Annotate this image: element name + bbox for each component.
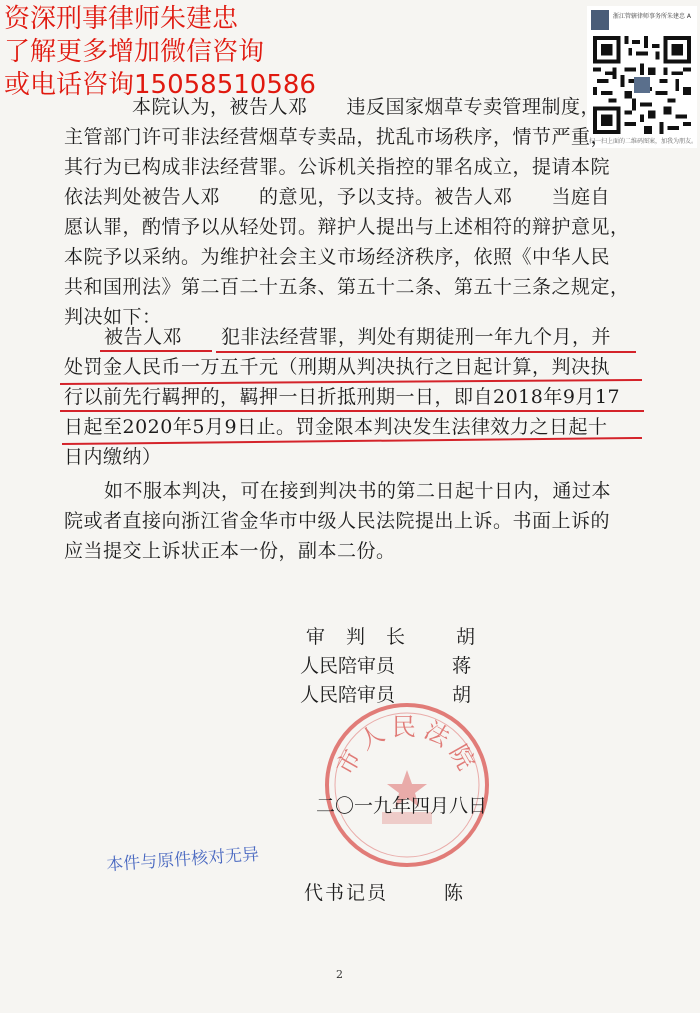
red-underline <box>62 437 642 445</box>
copy-verification-stamp: 本件与原件核对无异 <box>105 844 260 876</box>
red-underline <box>60 410 644 412</box>
svg-text:市人民法院 <box>331 713 483 780</box>
seal-text: 市人民法院 <box>330 713 484 780</box>
qr-header <box>591 10 693 32</box>
body-line: 依法判处被告人邓 的意见，予以支持。被告人邓 当庭自 <box>64 186 611 208</box>
juror2-title: 人民陪审员 <box>300 684 396 706</box>
juror1-title: 人民陪审员 <box>300 655 396 677</box>
ad-line-3[interactable]: 或电话咨询15058510586 <box>4 70 316 100</box>
body-line: 主管部门许可非法经营烟草专卖品，扰乱市场秩序，情节严重， <box>64 126 611 148</box>
court-seal <box>322 700 492 870</box>
ad-line-1: 资深刑事律师朱建忠 <box>4 4 239 34</box>
verdict-line: 处罚金人民币一万五千元（刑期从判决执行之日起计算，判决执 <box>64 356 611 378</box>
qr-header-text: 浙江管辖律师事务所朱建忠 A <box>613 13 692 20</box>
red-underline <box>216 351 636 353</box>
juror2-name: 胡 <box>452 684 472 706</box>
body-line: 本院予以采纳。为维护社会主义市场经济秩序，依照《中华人民 <box>64 246 611 268</box>
page-number: 2 <box>336 968 343 981</box>
appeal-line: 如不服本判决，可在接到判决书的第二日起十日内，通过本 <box>104 480 612 502</box>
red-underline <box>60 379 642 385</box>
qr-code-icon[interactable] <box>593 36 691 134</box>
judge-title: 审 判 长 <box>306 626 407 648</box>
avatar <box>591 10 609 30</box>
body-line: 判决如下： <box>64 306 162 328</box>
verdict-line: 行以前先行羁押的，羁押一日折抵刑期一日，即自2018年9月17 <box>64 386 621 408</box>
appeal-line: 院或者直接向浙江省金华市中级人民法院提出上诉。书面上诉的 <box>64 510 611 532</box>
juror1-name: 蒋 <box>452 655 472 677</box>
red-underline <box>100 350 212 352</box>
verdict-line: 被告人邓 犯非法经营罪，判处有期徒刑一年九个月，并 <box>104 326 612 348</box>
verdict-line: 日内缴纳） <box>64 446 162 468</box>
judge-name: 胡 <box>456 626 476 648</box>
clerk-title: 代书记员 <box>304 882 389 904</box>
body-line: 本院认为，被告人邓 违反国家烟草专卖管理制度， <box>132 96 601 118</box>
verdict-line: 日起至2020年5月9日止。罚金限本判决发生法律效力之日起十 <box>64 416 608 438</box>
body-line: 共和国刑法》第二百二十五条、第五十二条、第五十三条之规定， <box>64 276 630 298</box>
appeal-line: 应当提交上诉状正本一份，副本二份。 <box>64 540 396 562</box>
body-line: 愿认罪，酌情予以从轻处罚。辩护人提出与上述相符的辩护意见， <box>64 216 630 238</box>
ad-line-2: 了解更多增加微信咨询 <box>4 37 265 67</box>
body-line: 其行为已构成非法经营罪。公诉机关指控的罪名成立，提请本院 <box>64 156 611 178</box>
clerk-name: 陈 <box>444 882 464 904</box>
judgment-date: 二〇一九年四月八日 <box>316 795 488 817</box>
qr-caption: 扫一扫上面的二维码图案，加我为朋友。 <box>589 138 698 145</box>
